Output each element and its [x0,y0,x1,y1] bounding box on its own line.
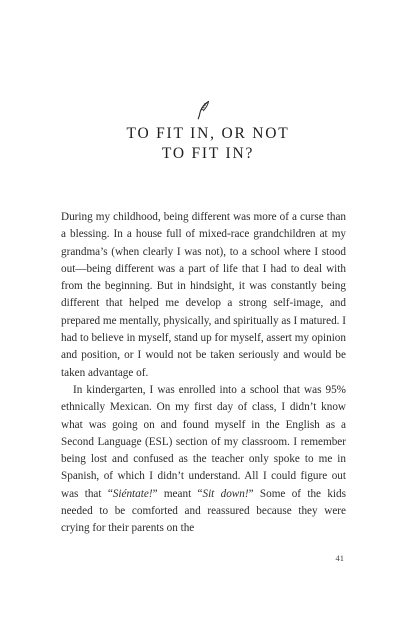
spanish-phrase: Siéntate! [112,487,153,500]
paragraph-1: During my childhood, being different was more of a curse than a blessing. In a house full of mixed-race grandchildren at my grandma’s (when clearly I was not), to a school where I stood out—being different was a part of life that I had to deal with from the beginning. But in hindsight, it was constantly being different that helped me develop a strong self-image, and prepared me mentally, physically, and spiritually as I matured. I had to believe in myself, stand up for myself, assert my opinion and position, or I would not be taken seriously and would be taken advantage of. [61,211,346,379]
page-number: 41 [335,553,344,563]
paragraph-2-part-c: ” Some of the kids needed to be comforted and reassured because they were crying for their parents on the [61,487,346,535]
chapter-title-line-1: TO FIT IN, OR NOT [126,125,290,142]
chapter-title-line-2: TO FIT IN? [161,145,255,162]
paragraph-2-part-a: In kindergarten, I was enrolled into a school that was 95% ethnically Mexican. On my first day of class, I didn’t know what was going on and found myself in the English as a Second Language (ESL) section of my classroom. I remember being lost and confused as the teacher only spoke to me in Spanish, of which I didn’t understand. All I could figure out was that “ [61,383,346,500]
quill-feather-icon [196,100,212,120]
paragraph-2-part-b: ” meant “ [152,487,203,500]
english-phrase: Sit down! [202,487,249,500]
chapter-title [40,124,376,164]
paragraph-2 [61,382,346,538]
body-text [61,209,346,538]
